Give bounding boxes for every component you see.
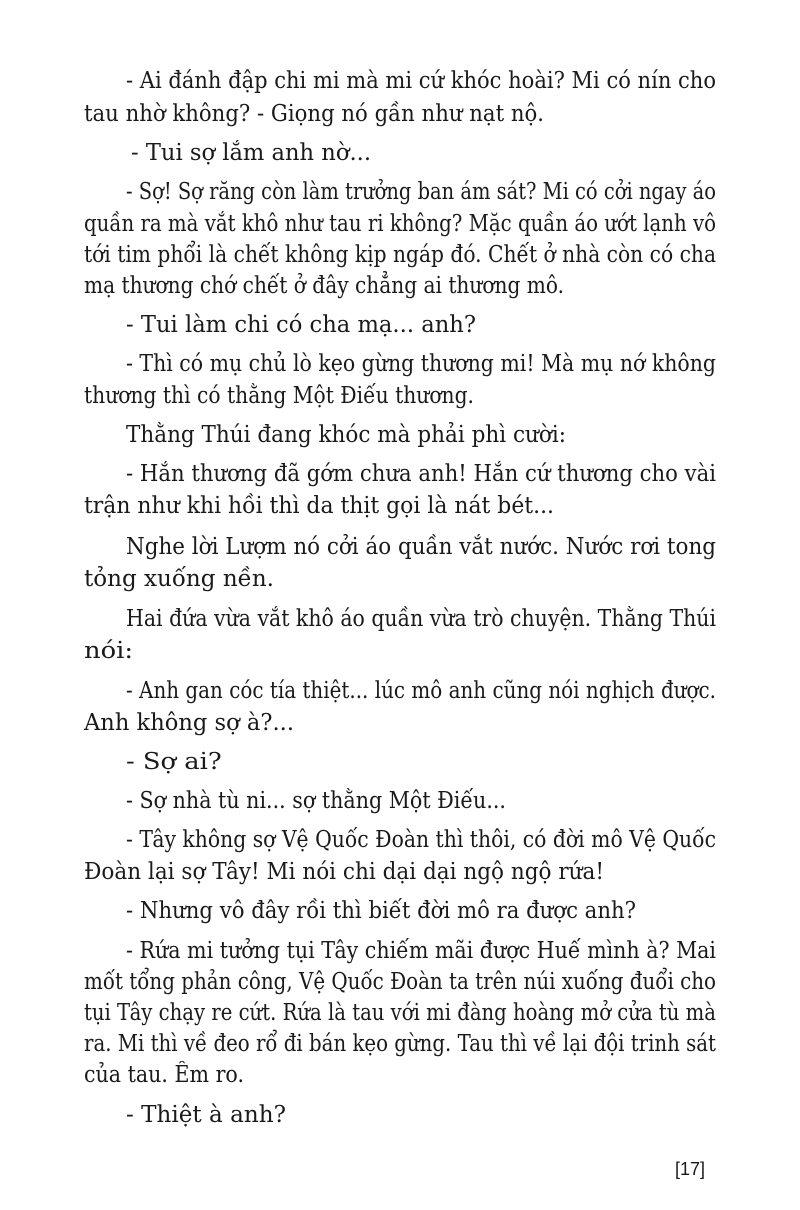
text-line: ra. Mi thì về đeo rổ đi bán kẹo gừng. Tau thì về lại đội trinh sát (84, 1031, 716, 1057)
text-line: - Ai đánh đập chi mi mà mi cứ khóc hoài? Mi có nín cho (126, 68, 716, 94)
text-line: nói: (84, 638, 134, 664)
text-line: tụi Tây chạy re cứt. Rứa là tau với mi đàng hoàng mở cửa tù mà (84, 1000, 716, 1026)
text-line: - Tui sợ lắm anh nờ... (131, 140, 371, 166)
text-line: - Tây không sợ Vệ Quốc Đoàn thì thôi, có đời mô Vệ Quốc (126, 827, 716, 853)
text-line: Thằng Thúi đang khóc mà phải phì cười: (126, 422, 566, 448)
text-line: tau nhờ không? - Giọng nó gần như nạt nộ. (84, 101, 544, 127)
text-line: - Anh gan cóc tía thiệt... lúc mô anh cũng nói nghịch được. (126, 678, 716, 704)
text-line: mạ thương chớ chết ở đây chẳng ai thương mô. (84, 273, 564, 299)
text-line: tỏng xuống nền. (84, 566, 274, 592)
text-line: Anh không sợ à?... (84, 710, 294, 736)
text-line: - Rứa mi tưởng tụi Tây chiếm mãi được Huế mình à? Mai (126, 938, 716, 964)
text-line: - Tui làm chi có cha mạ... anh? (126, 312, 476, 338)
text-line: trận như khi hồi thì da thịt gọi là nát bét... (84, 493, 554, 519)
text-line: - Sợ nhà tù ni... sợ thằng Một Điếu... (126, 788, 506, 814)
text-line: mốt tổng phản công, Vệ Quốc Đoàn ta trên núi xuống đuổi cho (84, 969, 716, 995)
text-line: - Thiệt à anh? (126, 1102, 286, 1128)
text-line: - Hắn thương đã gớm chưa anh! Hắn cứ thương cho vài (126, 461, 716, 487)
text-line: - Sợ! Sợ răng còn làm trưởng ban ám sát? Mi có cởi ngay áo (126, 179, 716, 205)
text-line: Nghe lời Lượm nó cởi áo quần vắt nước. Nước rơi tong (126, 534, 716, 560)
text-line: tới tim phổi là chết không kịp ngáp đó. Chết ở nhà còn có cha (84, 242, 716, 268)
text-line: - Thì có mụ chủ lò kẹo gừng thương mi! Mà mụ nớ không (126, 351, 716, 377)
text-line: - Nhưng vô đây rồi thì biết đời mô ra được anh? (126, 898, 636, 924)
page-number: [17] (675, 1159, 706, 1179)
text-line: - Sợ ai? (126, 749, 222, 775)
text-line: quần ra mà vắt khô như tau ri không? Mặc quần áo ướt lạnh vô (84, 211, 716, 237)
text-line: Hai đứa vừa vắt khô áo quần vừa trò chuyện. Thằng Thúi (126, 606, 716, 632)
text-line: của tau. Êm ro. (84, 1062, 244, 1088)
text-line: Đoàn lại sợ Tây! Mi nói chi dại dại ngộ ngộ rứa! (84, 859, 604, 885)
text-line: thương thì có thằng Một Điếu thương. (84, 383, 474, 409)
